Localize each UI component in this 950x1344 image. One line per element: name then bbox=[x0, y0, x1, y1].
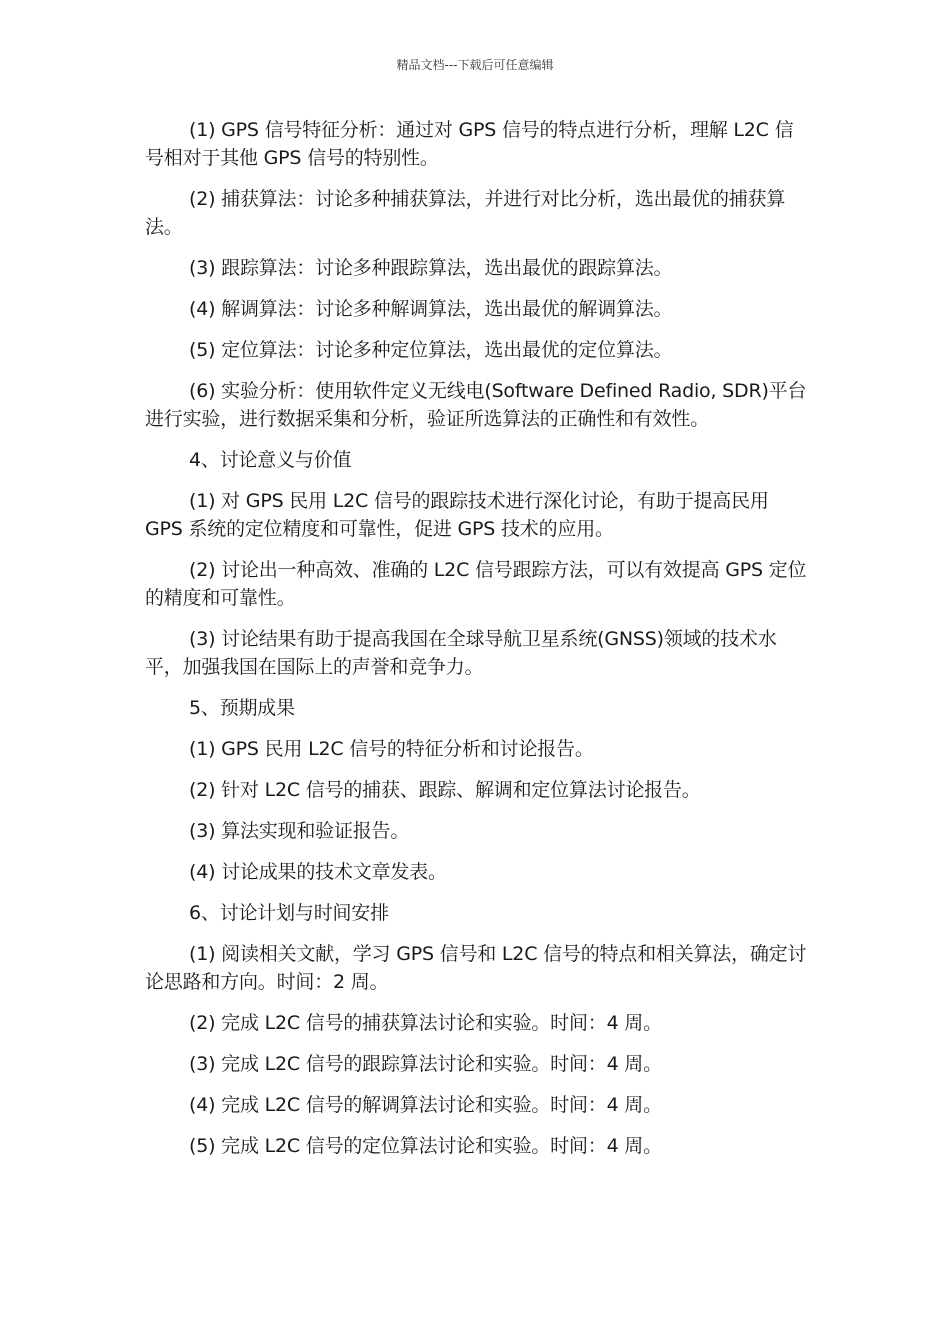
paragraph-significance-3: (3) 讨论结果有助于提高我国在全球导航卫星系统(GNSS)领域的技术水平，加强我国在国际上的声誉和竞争力。 bbox=[145, 628, 777, 678]
paragraph-result-3: (3) 算法实现和验证报告。 bbox=[189, 820, 410, 842]
paragraph-experiment-analysis: (6) 实验分析：使用软件定义无线电(Software Defined Radio, SDR)平台进行实验，进行数据采集和分析，验证所选算法的正确性和有效性。 bbox=[145, 380, 807, 430]
document-body bbox=[145, 116, 810, 1173]
paragraph-schedule-5: (5) 完成 L2C 信号的定位算法讨论和实验。时间：4 周。 bbox=[189, 1135, 662, 1157]
section-heading-significance: 4、讨论意义与价值 bbox=[189, 449, 352, 471]
paragraph-schedule-3: (3) 完成 L2C 信号的跟踪算法讨论和实验。时间：4 周。 bbox=[189, 1053, 662, 1075]
section-heading-expected-results: 5、预期成果 bbox=[189, 697, 295, 719]
section-heading-schedule: 6、讨论计划与时间安排 bbox=[189, 902, 389, 924]
paragraph-gps-signal-analysis: (1) GPS 信号特征分析：通过对 GPS 信号的特点进行分析，理解 L2C 信号相对于其他 GPS 信号的特别性。 bbox=[145, 119, 794, 169]
paragraph-schedule-2: (2) 完成 L2C 信号的捕获算法讨论和实验。时间：4 周。 bbox=[189, 1012, 662, 1034]
paragraph-significance-1: (1) 对 GPS 民用 L2C 信号的跟踪技术进行深化讨论，有助于提高民用 GPS 系统的定位精度和可靠性，促进 GPS 技术的应用。 bbox=[145, 490, 769, 540]
paragraph-result-4: (4) 讨论成果的技术文章发表。 bbox=[189, 861, 447, 883]
paragraph-significance-2: (2) 讨论出一种高效、准确的 L2C 信号跟踪方法，可以有效提高 GPS 定位的精度和可靠性。 bbox=[145, 559, 807, 609]
paragraph-tracking-algorithm: (3) 跟踪算法：讨论多种跟踪算法，选出最优的跟踪算法。 bbox=[189, 257, 673, 279]
paragraph-demodulation-algorithm: (4) 解调算法：讨论多种解调算法，选出最优的解调算法。 bbox=[189, 298, 673, 320]
paragraph-result-2: (2) 针对 L2C 信号的捕获、跟踪、解调和定位算法讨论报告。 bbox=[189, 779, 701, 801]
paragraph-acquisition-algorithm: (2) 捕获算法：讨论多种捕获算法，并进行对比分析，选出最优的捕获算法。 bbox=[145, 188, 786, 238]
paragraph-schedule-1: (1) 阅读相关文献，学习 GPS 信号和 L2C 信号的特点和相关算法，确定讨论思路和方向。时间：2 周。 bbox=[145, 943, 807, 993]
paragraph-positioning-algorithm: (5) 定位算法：讨论多种定位算法，选出最优的定位算法。 bbox=[189, 339, 673, 361]
paragraph-result-1: (1) GPS 民用 L2C 信号的特征分析和讨论报告。 bbox=[189, 738, 594, 760]
page-header: 精品文档---下载后可任意编辑 bbox=[396, 58, 554, 72]
paragraph-schedule-4: (4) 完成 L2C 信号的解调算法讨论和实验。时间：4 周。 bbox=[189, 1094, 662, 1116]
